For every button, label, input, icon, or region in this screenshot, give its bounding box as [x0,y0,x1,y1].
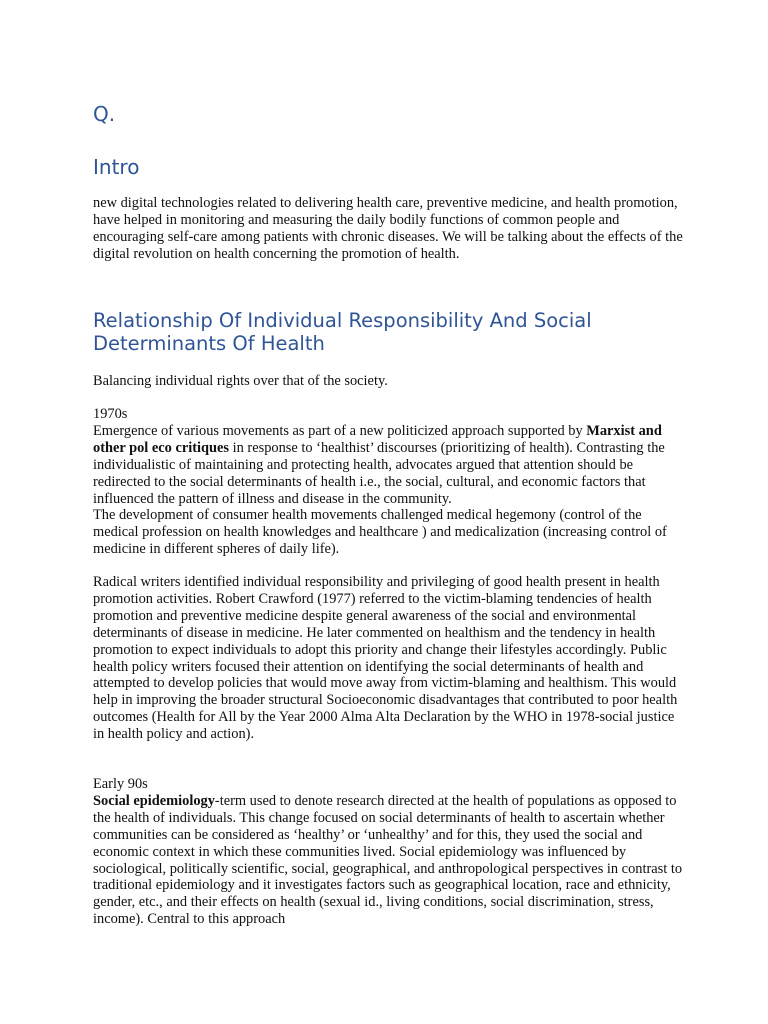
section-1970s [93,406,683,558]
question-heading: Q. [93,102,116,126]
paragraph-1970s-rest: in response to ‘healthist’ discourses (prioritizing of health). Contrasting the individualistic of maintaining and protecting health, advocates argued that attention should be redirected to the social determinants of health i.e., the social, cultural, and economic factors that influenced the pattern of illness and disease in the community. [93,439,665,507]
social-epidemiology-term: Social epidemiology [93,792,215,809]
section-early-90s [93,776,683,928]
paragraph-1970s [93,423,683,508]
intro-heading: Intro [93,155,140,179]
marxist-critiques-bold: Marxist and other pol eco critiques [93,422,662,456]
paragraph-1970s-lead: Emergence of various movements as part of a new politicized approach supported by [93,422,587,439]
radical-writers-paragraph: Radical writers identified individual responsibility and privileging of good health present in health promotion activities. Robert Crawford (1977) referred to the victim-blaming tendencies of health promotion and preventive medicine despite general awareness of the social and environmental determinants of disease in medicine. He later commented on healthism and the tendency in health promotion to expect individuals to adopt this priority and change their lifestyles accordingly. Public health policy writers focused their attention on identifying the social determinants of health and attempted to develop policies that would move away from victim-blaming and healthism. This would help in improving the broader structural Socioeconomic disadvantages that contributed to poor health outcomes (Health for All by the Year 2000 Alma Alta Declaration by the WHO in 1978-social justice in health policy and action). [93,574,678,743]
era-label-early-90s: Early 90s [93,776,148,792]
social-epidemiology-paragraph [93,793,683,928]
balancing-paragraph: Balancing individual rights over that of the society. [93,373,388,389]
social-epidemiology-text: -term used to denote research directed at the health of populations as opposed to the health of individuals. This change focused on social determinants of health to ascertain whether communities can be considered as ‘healthy’ or ‘unhealthy’ and for this, they used the social and economic context in which these communities lived. Social epidemiology was influenced by sociological, politically scientific, social, geographical, and anthropological perspectives in contrast to traditional epidemiology and it investigates factors such as geographical location, race and ethnicity, gender, etc., and their effects on health (sexual id., living conditions, social discrimination, stress, income). Central to this approach [93,792,683,928]
consumer-movements-paragraph: The development of consumer health movements challenged medical hegemony (control of the medical profession on health knowledges and healthcare ) and medicalization (increasing control of medicine in different spheres of daily life). [93,507,667,558]
era-label-1970s: 1970s [93,406,128,422]
intro-paragraph: new digital technologies related to delivering health care, preventive medicine, and health promotion, have helped in monitoring and measuring the daily bodily functions of common people and encouraging self-care among patients with chronic diseases. We will be talking about the effects of the digital revolution on health concerning the promotion of health. [93,195,683,262]
section-heading: Relationship Of Individual Responsibility And Social Determinants Of Health [93,309,592,355]
